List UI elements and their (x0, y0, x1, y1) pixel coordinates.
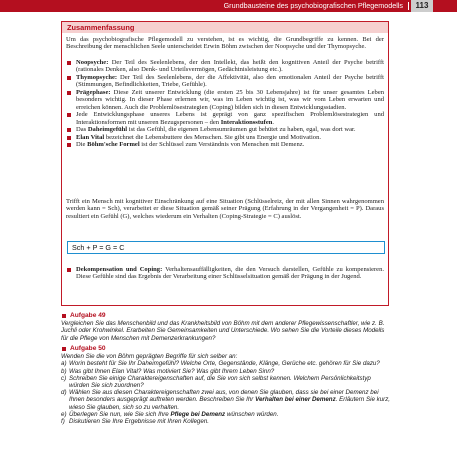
definition: Das (76, 126, 88, 134)
task-text: Vergleichen Sie das Menschenbild und das Krankheitsbild von Böhm mit dem anderer Pflegewissenschaftler, wie z. B. Juchli oder Krohwinkel. Erarbeiten Sie Gemeinsamkeiten und Unterschiede. Wo sehen Sie die Vorteile dieses Modells für die Pflege von Menschen mit Demenzerkrankungen? (61, 320, 385, 342)
option-label: a) (61, 360, 67, 368)
bullet-square-icon (67, 136, 71, 140)
term: Thymopsyche: (76, 73, 118, 81)
summary-intro-text: Um das psychobiografische Pflegemodell zu verstehen, ist es wichtig, die Grundbegriffe zu kennen. Bei der Beschreibung der menschlichen Seele unterscheidet Erwin Böhm zwischen der Noopsyche und der Thymopsyche. (66, 36, 384, 51)
definition: Jede Entwicklungsphase unseres Lebens ist geprägt von ganz spezifischen Problemlösestrategien und Interaktionsformen mit unseren Bezugspersonen – den (76, 111, 384, 126)
task-option (61, 389, 391, 411)
option-text-end: . Erläutern Sie kurz, wieso Sie glauben, sich so zu verhalten. (69, 396, 391, 411)
definition: Der Teil des Seelenlebens, der die Affektivität, also den emotionalen Anteil der Psyche betrifft (Stimmungen, Befindlichkeiten, Triebe, Gefühle). (76, 73, 384, 89)
summary-points-2 (66, 266, 384, 281)
task-option (61, 368, 391, 375)
definition: Diese Zeit unserer Entwicklung (die ersten 25 bis 30 Lebensjahre) ist für unser gesamtes Leben besonders wichtig. In dieser Phase erlernen wir, was im Leben wichtig ist, was wir vom Leben erwarten und erreichen können. Auch die Problemlösestrategien (Coping) bilden sich in diesen Entwicklungsstadien. (76, 88, 384, 111)
formula-explanation: Trifft ein Mensch mit kognitiver Einschränkung auf eine Situation (Schlüsselreiz, der mit allen Sinnen wahrgenommen werden kann = Sch), verarbeitet er diese Situation gemäß seiner Prägung (Erfahrung in der Vergangenheit = P). Daraus resultiert ein Gefühl (G), welches wiederum ein Verhalten (Coping-Strategie = C) auslöst. (66, 198, 384, 220)
option-label: c) (61, 374, 67, 382)
definition: Die (76, 140, 88, 148)
task-50 (61, 345, 391, 425)
term: Prägephase: (76, 88, 111, 96)
option-text-end: wünschen würden. (225, 410, 279, 418)
option-label: b) (61, 367, 67, 375)
term: Böhm'sche Formel (87, 140, 140, 148)
task-square-icon (62, 347, 66, 351)
definition-end: . (272, 118, 275, 126)
list-item (66, 74, 384, 89)
list-item (66, 59, 384, 74)
definition-end: ist das Gefühl, die eigenen Lebensumräumen gut behütet zu haben, egal, was dort war. (127, 126, 356, 134)
option-text: Überlegen Sie nun, wie Sie sich Ihre (69, 410, 171, 418)
task-option (61, 411, 391, 418)
bullet-square-icon (67, 91, 71, 95)
bullet-square-icon (67, 61, 71, 65)
option-text: Was gibt Ihnen Elan Vital? Was motiviert Sie? Was gibt Ihrem Leben Sinn? (69, 367, 275, 375)
summary-header (62, 22, 388, 33)
boehm-formula: Sch + P = G = C (67, 241, 385, 254)
task-option (61, 360, 391, 367)
term: Interaktionsstufen (220, 118, 273, 126)
list-item (66, 134, 384, 141)
task-square-icon (62, 314, 66, 318)
term: Daheimgefühl (87, 126, 128, 134)
page-number: 113 (411, 0, 433, 12)
bullet-square-icon (67, 113, 71, 117)
definition: Verhaltensauffälligkeiten, die den Versuch darstellen, Gefühle zu kompensieren. Diese Gefühle sind das Ergebnis der Verarbeitung einer Schlüsselsituation gemäß der Prägung in der Jugend. (76, 266, 384, 281)
option-text: Worin besteht für Sie Ihr Daheimgefühl? Welche Orte, Gegenstände, Klänge, Gerüche etc. gehören für Sie dazu? (69, 360, 380, 368)
summary-intro (66, 36, 384, 51)
option-text: Wählen Sie aus diesen Charaktereigenschaften zwei aus, von denen Sie glauben, dass sie bei einer Demenz bei Ihnen besonders ausgeprägt auftreten werden. Beschreiben Sie Ihr (69, 389, 379, 404)
term: Noopsyche: (76, 59, 109, 66)
list-item (66, 266, 384, 281)
header-divider (408, 2, 409, 10)
task-title-text: Aufgabe 50 (70, 345, 106, 352)
list-item (66, 111, 384, 126)
task-intro: Wenden Sie die von Böhm geprägten Begriffe für sich selber an: (61, 353, 238, 361)
page-header (0, 0, 457, 12)
task-title (61, 345, 391, 352)
option-label: f) (61, 418, 65, 426)
running-title: Grundbausteine des psychobiografischen Pflegemodells (223, 1, 403, 10)
task-option (61, 418, 391, 425)
summary-box (61, 21, 389, 306)
term: Elan Vital (76, 133, 105, 141)
definition: Der Teil des Seelenlebens, der den Intellekt, das heißt den kognitiven Anteil der Psyche betrifft (rationales Denken, also Denk- und Urteilsvermögen, Gedächtnisleistung etc.). (76, 59, 384, 74)
list-item (66, 141, 384, 148)
option-text: Schreiben Sie einige Charaktereigenschaften auf, die Sie von sich selbst kennen. Welchem Persönlichkeitstyp würden Sie sich zuordnen? (69, 374, 371, 390)
bullet-square-icon (67, 76, 71, 80)
option-bold: Pflege bei Demenz (170, 410, 226, 418)
term: Dekompensation und Coping: (76, 266, 163, 273)
option-text: Diskutieren Sie Ihre Ergebnisse mit Ihren Kollegen. (69, 418, 209, 426)
option-label: d) (61, 389, 67, 397)
definition-end: ist der Schlüssel zum Verständnis von Menschen mit Demenz. (139, 140, 305, 148)
summary-points (66, 59, 384, 148)
task-option (61, 375, 391, 389)
bullet-square-icon (67, 268, 71, 272)
task-title-text: Aufgabe 49 (70, 312, 106, 319)
option-label: e) (61, 410, 67, 418)
bullet-square-icon (67, 128, 71, 132)
list-item (66, 89, 384, 111)
list-item (66, 126, 384, 133)
bullet-square-icon (67, 143, 71, 147)
task-49 (61, 312, 391, 342)
task-title (61, 312, 391, 319)
definition: bezeichnet die Lebensbuttere des Menschen. Sie gibt uns Energie und Motivation. (104, 133, 321, 141)
option-bold: Verhalten bei einer Demenz (255, 396, 336, 404)
summary-title: Zusammenfassung (67, 23, 135, 32)
